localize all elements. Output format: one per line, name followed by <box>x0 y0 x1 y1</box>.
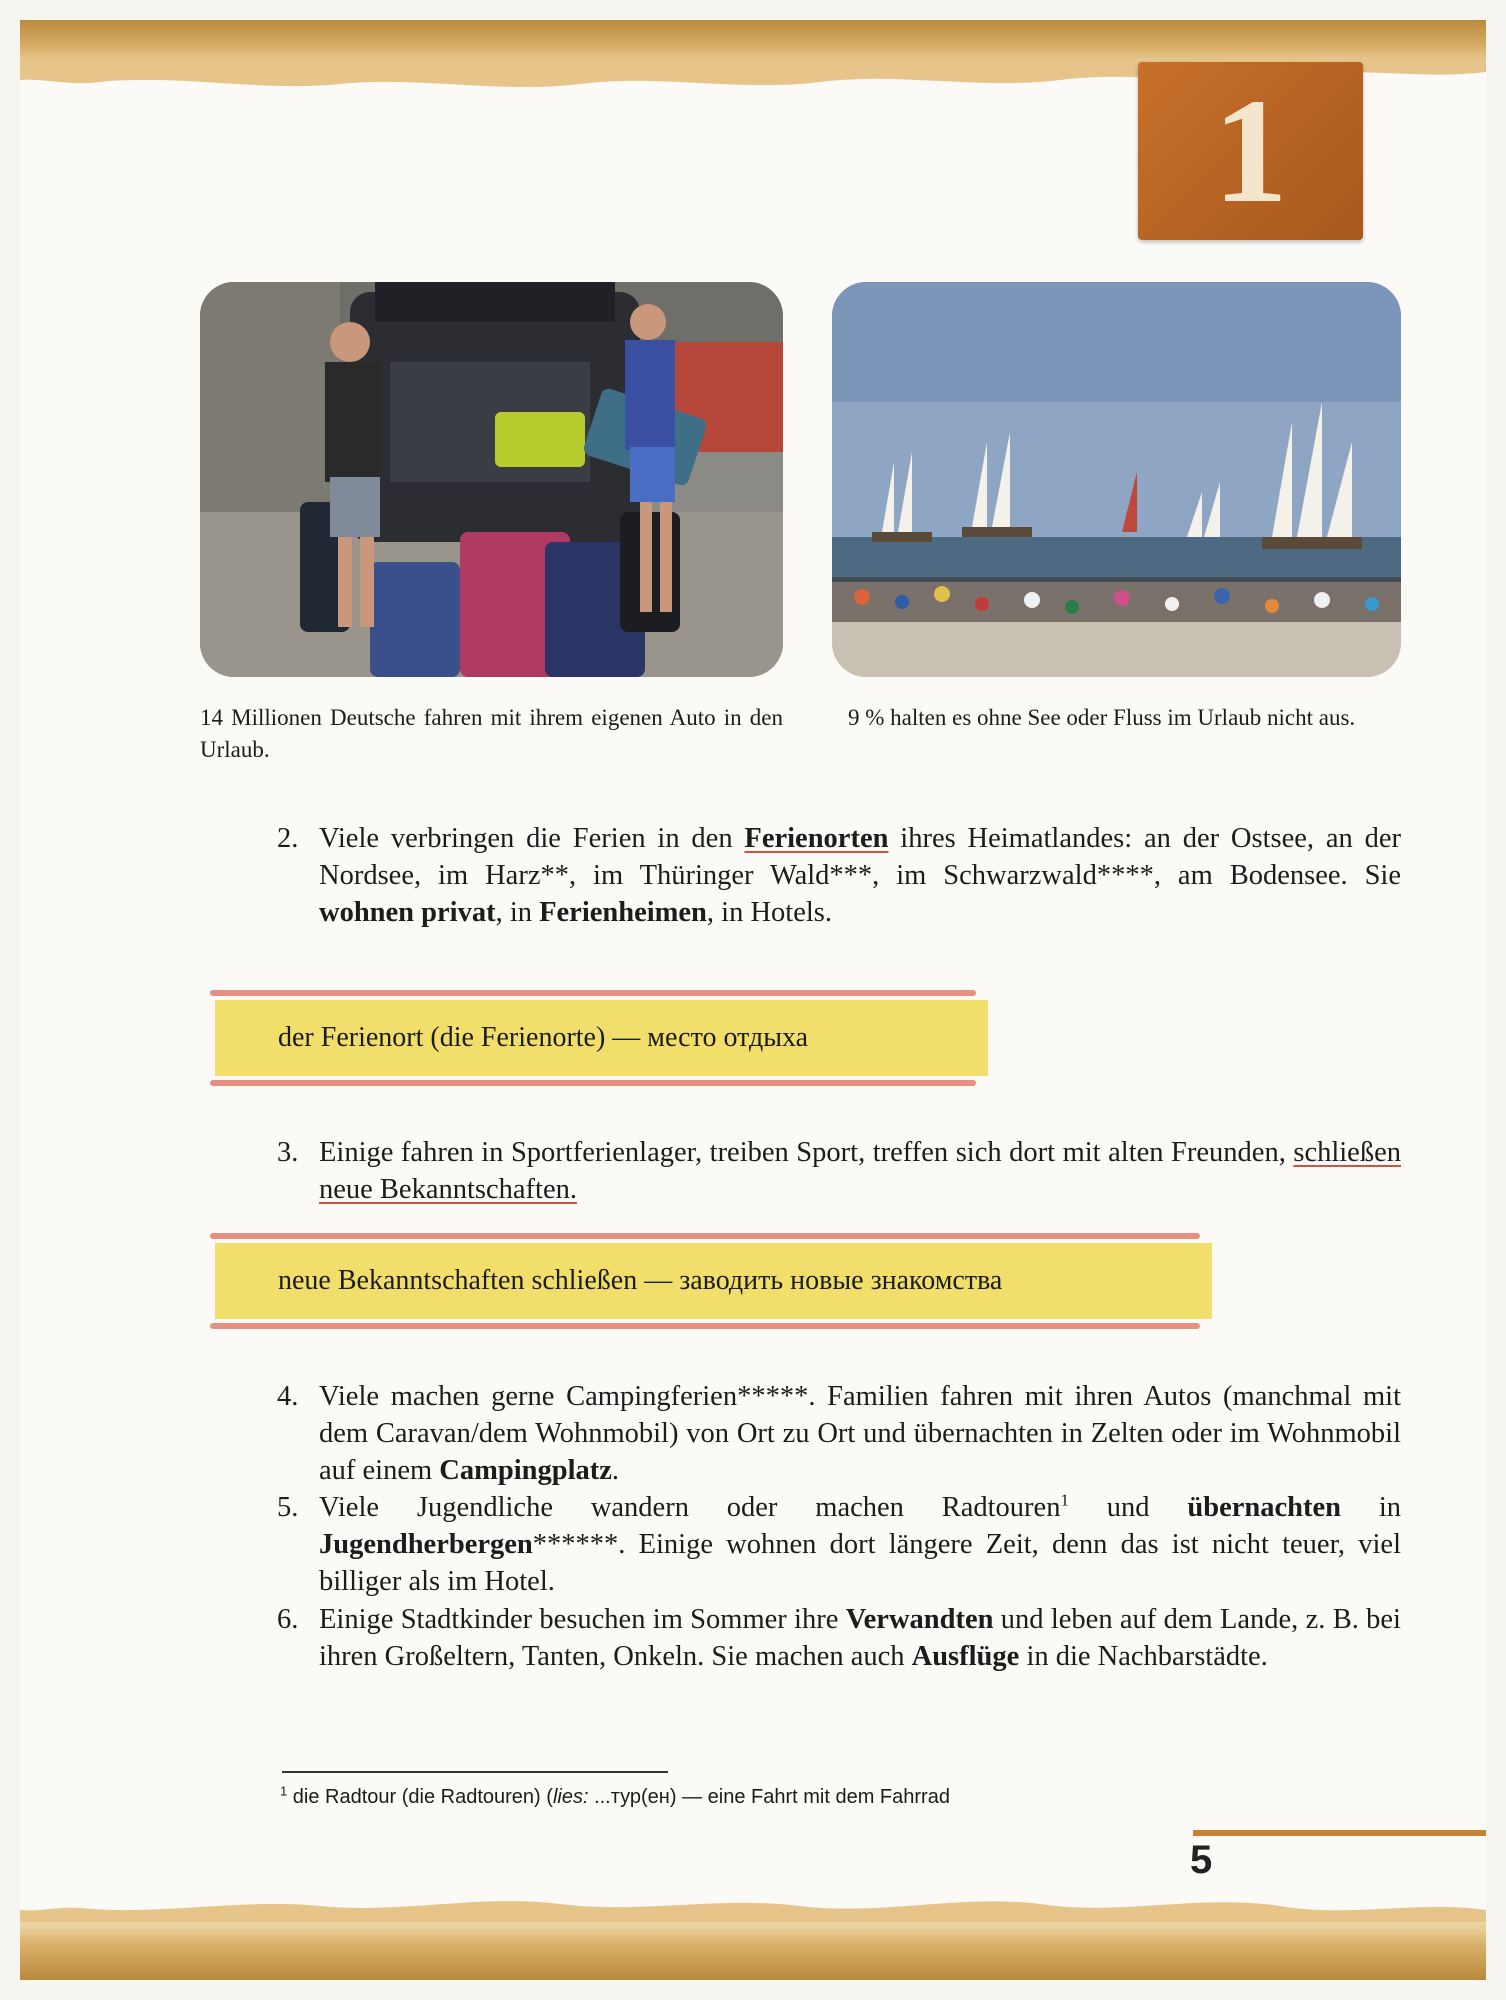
keyword-ferienheimen: Ferienheimen <box>539 897 707 928</box>
footnote-divider <box>282 1771 668 1773</box>
item-number: 3. <box>277 1137 299 1168</box>
keyword-verwandten: Verwandten <box>845 1604 994 1635</box>
vocab-highlight-2 <box>215 1243 1212 1319</box>
chapter-number-badge: 1 <box>1138 62 1363 240</box>
list-item <box>277 1134 1401 1208</box>
bottom-border <box>20 1922 1486 1980</box>
item-number: 2. <box>277 823 299 854</box>
list-item <box>277 820 1401 931</box>
item-number: 5. <box>277 1492 299 1523</box>
list-item <box>277 1489 1401 1600</box>
keyword-ferienorten: Ferienorten <box>744 823 889 854</box>
page-number: 5 <box>1190 1838 1213 1882</box>
vocab-entry: neue Bekanntschaften schließen — заводить новые знакомства <box>278 1265 1003 1296</box>
item-text: Viele machen gerne Campingferien*****. Familien fahren mit ihren Autos (manchmal mit dem Caravan/dem Wohnmobil) von Ort zu Ort und übernachten in Zelten oder im Wohnmobil auf einem Campingplatz. <box>319 1381 1401 1486</box>
list-item <box>277 1378 1401 1489</box>
photo-car-luggage <box>200 282 783 677</box>
item-text: Einige fahren in Sportferienlager, treiben Sport, treffen sich dort mit alten Freunden, schließen neue Bekanntschaften. <box>319 1137 1401 1205</box>
item-text: Viele Jugendliche wandern oder machen Radtouren$^1$ und übernachten in Jugendherbergen******. Einige wohnen dort längere Zeit, denn das ist nicht teuer, viel billiger als im Hotel. <box>319 1490 1401 1597</box>
phrase-neue-bekanntschaften: schließen neue Bekanntschaften. <box>319 1137 1401 1205</box>
vocab-highlight-1 <box>215 1000 988 1076</box>
footnote-italic: lies: <box>552 1786 589 1808</box>
page-number-rule <box>1193 1830 1486 1836</box>
keyword-ausfluege: Ausflüge <box>911 1641 1020 1672</box>
item-text: Viele verbringen die Ferien in den Ferienorten ihres Heimatlandes: an der Ostsee, an der Nordsee, im Harz**, im Thüringer Wald***, im Schwarzwald****, am Bodensee. Sie wohnen privat, in Ferienheimen, in Hotels. <box>319 823 1401 928</box>
footnote: $^1$ die Radtour (die Radtouren) (lies: ...тур(ен) — eine Fahrt mit dem Fahrrad <box>280 1783 950 1808</box>
item-number: 6. <box>277 1604 299 1635</box>
vocab-entry: der Ferienort (die Ferienorte) — место отдыха <box>278 1022 809 1053</box>
photo-tall-ships-beach <box>832 282 1401 677</box>
item-number: 4. <box>277 1381 299 1412</box>
item-text: Einige Stadtkinder besuchen im Sommer ihre Verwandten und leben auf dem Lande, z. B. bei ihren Großeltern, Tanten, Onkeln. Sie machen auch Ausflüge in die Nachbarstädte. <box>319 1604 1401 1672</box>
caption-right: 9 % halten es ohne See oder Fluss im Urlaub nicht aus. <box>848 705 1356 730</box>
footnote-mark: 1 <box>280 1783 288 1799</box>
caption-left: 14 Millionen Deutsche fahren mit ihrem eigenen Auto in den Urlaub. <box>200 705 783 762</box>
list-item <box>277 1601 1401 1675</box>
footnote-ref: 1 <box>1060 1490 1069 1510</box>
keyword-jugendherbergen: Jugendherbergen <box>319 1529 533 1560</box>
keyword-uebernachten: übernachten <box>1187 1492 1341 1523</box>
keyword-campingplatz: Campingplatz <box>439 1455 612 1486</box>
keyword-wohnen-privat: wohnen privat <box>319 897 496 928</box>
